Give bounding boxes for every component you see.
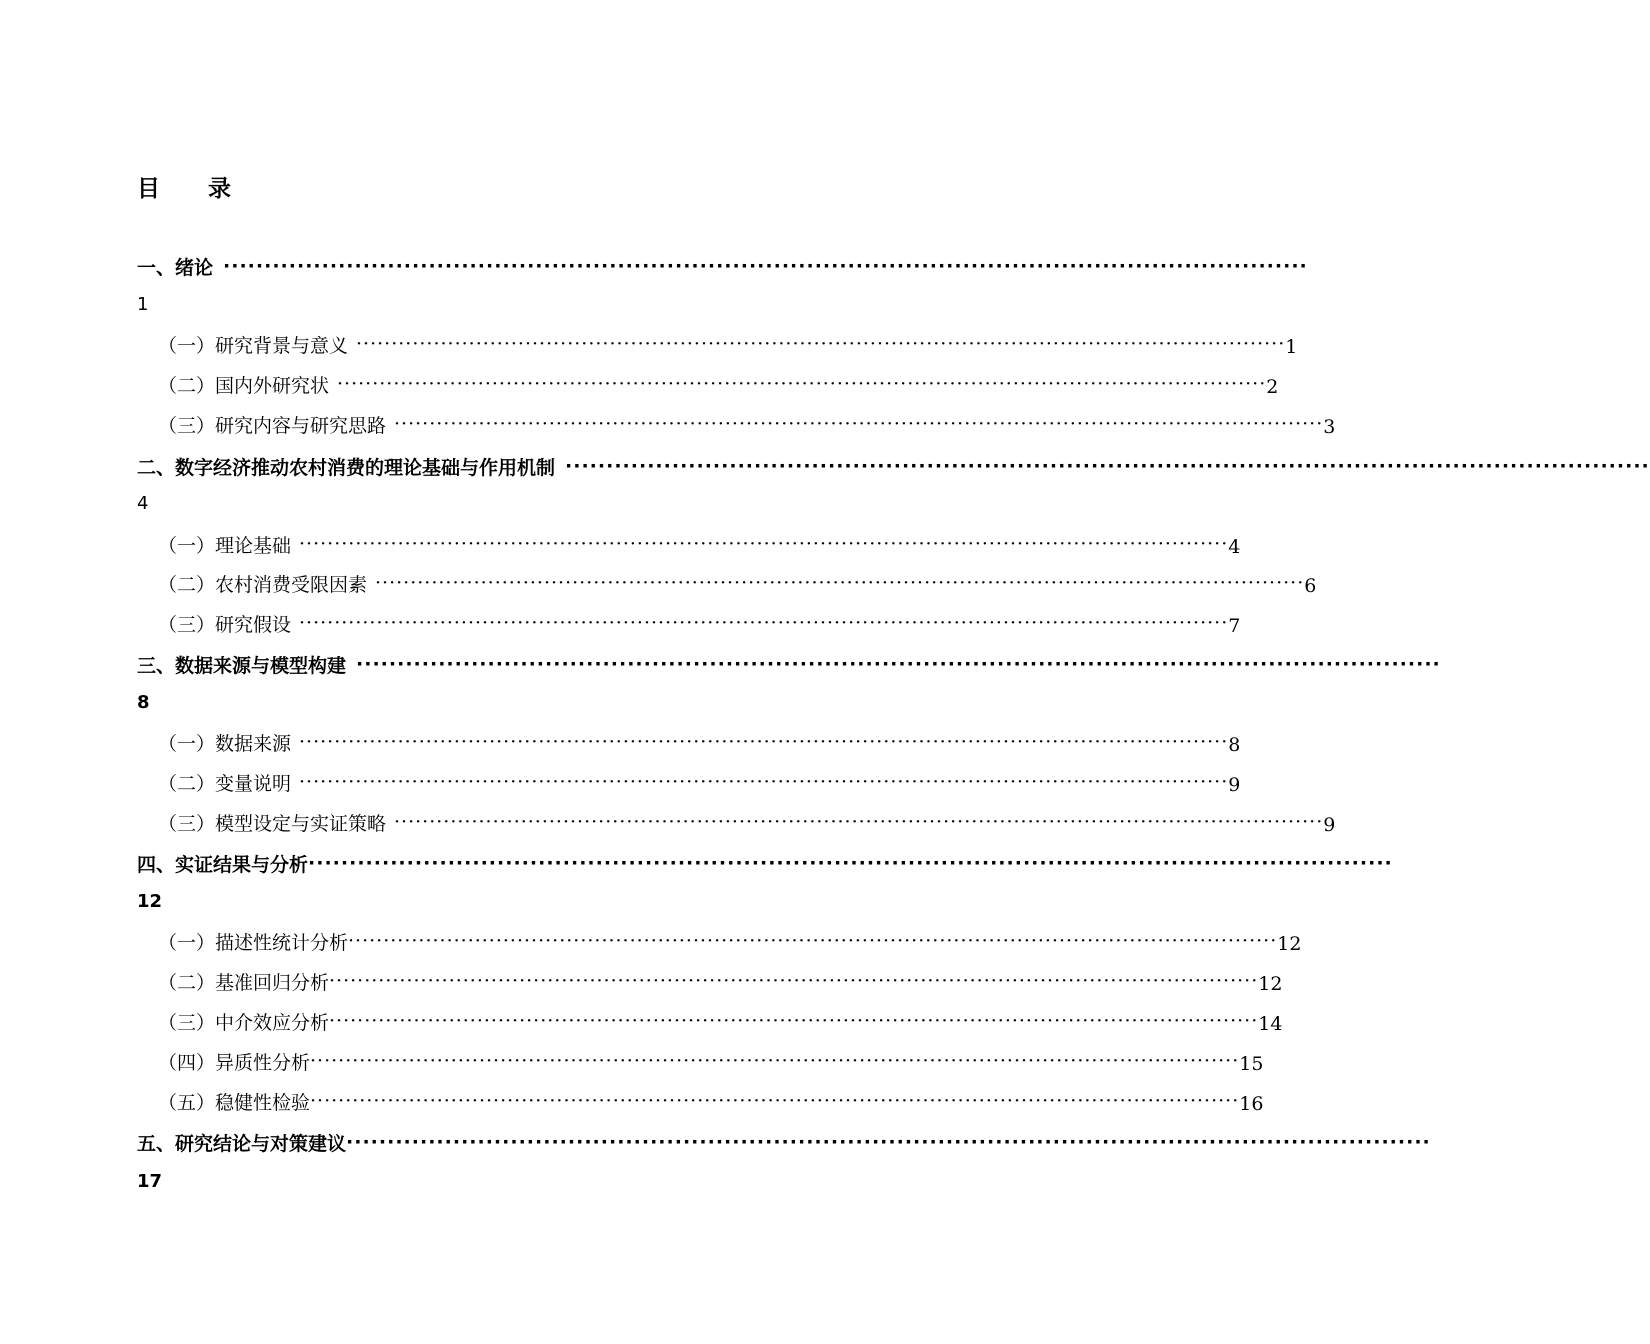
toc-title: 目录 [137, 176, 279, 202]
toc-chapter-label: 四、实证结果与分析 [137, 854, 309, 876]
toc-section-label: （二）变量说明 [158, 773, 292, 795]
toc-page-number: 8 [137, 692, 150, 713]
toc-section-label: （一）数据来源 [158, 733, 292, 755]
toc-section-label: （五）稳健性检验 [158, 1092, 311, 1114]
dot-leader: ···································································································································· [299, 771, 1229, 793]
toc-page-number: 15 [1239, 1053, 1264, 1075]
toc-chapter-heading[interactable] [137, 1126, 1431, 1156]
toc-page-number: 7 [1228, 615, 1241, 637]
toc-section-label: （二）农村消费受限因素 [158, 574, 368, 596]
toc-page-number: 1 [137, 294, 149, 315]
toc-section-label: （三）模型设定与实证策略 [158, 813, 387, 835]
toc-page-number: 17 [137, 1171, 163, 1192]
dot-leader: ···································································································································· [308, 852, 1393, 874]
dot-leader: ···································································································································· [565, 455, 1650, 477]
toc-section[interactable] [158, 609, 1241, 637]
toc-section[interactable] [158, 927, 1302, 955]
dot-leader: ···································································································································· [299, 731, 1229, 753]
toc-section-label: （三）研究假设 [158, 614, 292, 636]
toc-section[interactable] [158, 1047, 1264, 1075]
dot-leader: ···································································································································· [310, 1050, 1240, 1072]
toc-page-number: 16 [1239, 1093, 1264, 1115]
toc-section-label: （二）基准回归分析 [158, 972, 330, 994]
toc-section[interactable] [158, 410, 1336, 438]
toc-page-number: 3 [1323, 416, 1336, 438]
dot-leader: ···································································································································· [356, 333, 1286, 355]
dot-leader: ···································································································································· [299, 612, 1229, 634]
toc-section[interactable] [158, 967, 1283, 995]
toc-page-number: 12 [1258, 973, 1283, 995]
toc-page-number: 4 [1228, 536, 1241, 558]
toc-chapter-label: 二、数字经济推动农村消费的理论基础与作用机制 [137, 457, 556, 479]
toc-page-number: 8 [1228, 734, 1241, 756]
dot-leader: ···································································································································· [329, 970, 1259, 992]
toc-section-label: （二）国内外研究状 [158, 375, 330, 397]
toc-section[interactable] [158, 728, 1241, 756]
toc-section[interactable] [158, 569, 1317, 597]
toc-section[interactable] [158, 370, 1279, 398]
toc-section[interactable] [158, 330, 1298, 358]
dot-leader: ···································································································································· [329, 1010, 1259, 1032]
dot-leader: ···································································································································· [375, 572, 1305, 594]
toc-section-label: （三）中介效应分析 [158, 1012, 330, 1034]
dot-leader: ···································································································································· [394, 413, 1324, 435]
toc-section-label: （一）描述性统计分析 [158, 932, 349, 954]
toc-chapter-heading[interactable] [137, 450, 1650, 480]
toc-page-number: 1 [1285, 336, 1298, 358]
dot-leader: ···································································································································· [299, 533, 1229, 555]
toc-section-label: （三）研究内容与研究思路 [158, 415, 387, 437]
toc-chapter-label: 一、绪论 [137, 257, 214, 279]
dot-leader: ···································································································································· [356, 653, 1441, 675]
toc-section[interactable] [158, 768, 1241, 796]
toc-page-number: 12 [137, 891, 163, 912]
toc-section-label: （四）异质性分析 [158, 1052, 311, 1074]
toc-page-number: 6 [1304, 575, 1317, 597]
toc-chapter-label: 五、研究结论与对策建议 [137, 1133, 347, 1155]
toc-chapter-heading[interactable] [137, 648, 1441, 678]
toc-page-number: 9 [1228, 774, 1241, 796]
toc-section[interactable] [158, 530, 1241, 558]
dot-leader: ···································································································································· [223, 255, 1308, 277]
dot-leader: ···································································································································· [394, 811, 1324, 833]
toc-page-number: 14 [1258, 1013, 1283, 1035]
dot-leader: ···································································································································· [337, 373, 1267, 395]
toc-section-label: （一）理论基础 [158, 535, 292, 557]
toc-page-number: 9 [1323, 814, 1336, 836]
toc-page-number: 4 [137, 493, 149, 514]
toc-section[interactable] [158, 808, 1336, 836]
toc-section[interactable] [158, 1007, 1283, 1035]
toc-page-number: 2 [1266, 376, 1279, 398]
toc-page-number: 12 [1277, 933, 1302, 955]
dot-leader: ···································································································································· [310, 1090, 1240, 1112]
dot-leader: ···································································································································· [348, 930, 1278, 952]
toc-chapter-label: 三、数据来源与模型构建 [137, 655, 347, 677]
toc-section-label: （一）研究背景与意义 [158, 335, 349, 357]
toc-chapter-heading[interactable] [137, 250, 1308, 280]
toc-section[interactable] [158, 1087, 1264, 1115]
dot-leader: ···································································································································· [346, 1131, 1431, 1153]
toc-chapter-heading[interactable] [137, 847, 1393, 877]
